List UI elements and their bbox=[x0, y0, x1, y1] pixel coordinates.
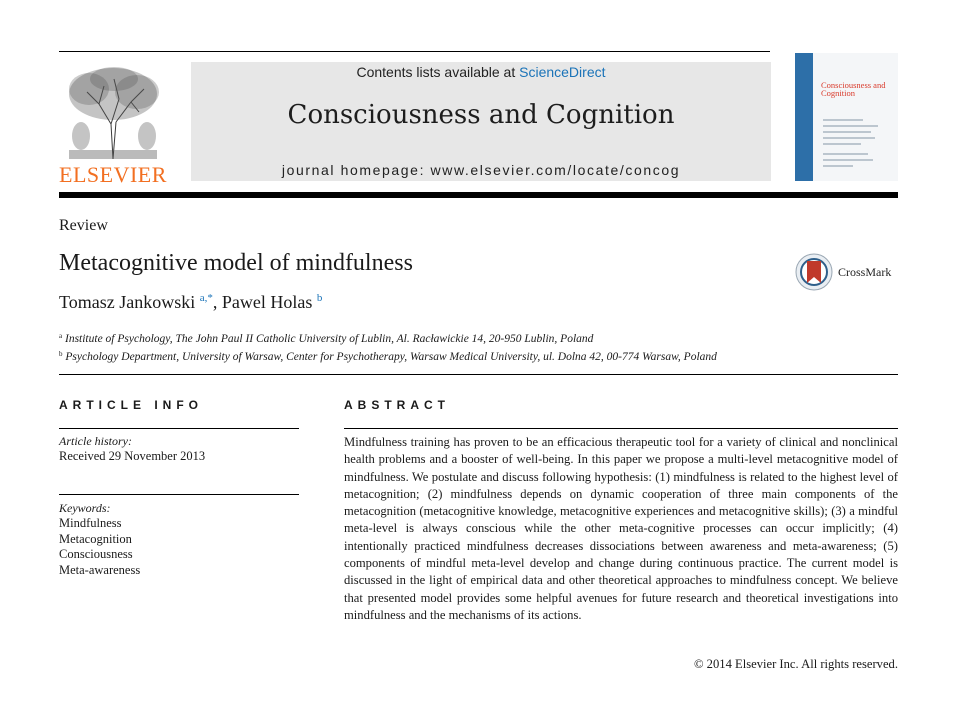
journal-homepage[interactable]: journal homepage: www.elsevier.com/locate/concog bbox=[281, 162, 681, 178]
affiliation-text: Psychology Department, University of Warsaw, Center for Psychotherapy, Warsaw Medical University, ul. Dolna 42, 00-774 Warsaw, Poland bbox=[65, 351, 717, 363]
keyword-item[interactable]: Consciousness bbox=[59, 547, 133, 561]
author-list bbox=[59, 292, 322, 313]
elsevier-logo[interactable] bbox=[59, 64, 167, 187]
keyword-list bbox=[59, 516, 140, 578]
affiliation-text: Institute of Psychology, The John Paul II Catholic University of Lublin, Al. Racławickie 14, 20-950 Lublin, Poland bbox=[64, 333, 594, 345]
contents-line bbox=[191, 64, 771, 80]
cover-line bbox=[823, 159, 873, 161]
article-type: Review bbox=[59, 217, 108, 234]
affiliation-b bbox=[59, 347, 717, 365]
keywords-rule bbox=[59, 494, 299, 495]
history-label: Article history: bbox=[59, 434, 132, 448]
author-name[interactable]: Tomasz Jankowski bbox=[59, 292, 196, 312]
abstract-text: Mindfulness training has proven to be an efficacious therapeutic tool for a variety of clinical and nonclinical health problems and a booster of well-being. In this paper we propose a multi-level metacognitive model of mindfulness. We postulate and discuss following hypothesis: (1) mindfulness is related to the highest level of metacognition; (2) mindfulness depends on dynamic cooperation of three main components of the metacognition (metacognitive knowledge, metacognitive experiences and metacognitive skills); (3) a mindful meta-level is always conscious while the other meta-cognitive processes can occur implicitly; (4) intentionally practiced mindfulness decreases dissociations between awareness and meta-awareness; (5) components of mindful meta-level develop and change during continuous practice. The current model is discussed in the light of empirical data and other theoretical approaches to mindfulness concept. We believe that presented model provides some helpful avenues for future research and theoretical investigations into mindfulness and the mechanisms of its actions. bbox=[344, 435, 898, 622]
affiliation-a bbox=[59, 329, 717, 347]
contents-prefix: Contents lists available at bbox=[356, 64, 520, 80]
keyword-item[interactable]: Metacognition bbox=[59, 531, 132, 546]
elsevier-wordmark: ELSEVIER bbox=[59, 162, 167, 187]
header-thick-rule bbox=[59, 192, 898, 198]
cover-line bbox=[823, 131, 871, 133]
abstract-heading: ABSTRACT bbox=[344, 398, 450, 412]
cover-line bbox=[823, 153, 868, 155]
cover-title: Consciousness and Cognition bbox=[821, 80, 886, 98]
cover-line bbox=[823, 137, 875, 139]
author-affiliation-mark[interactable]: b bbox=[316, 292, 323, 304]
cover-line bbox=[823, 143, 861, 145]
affiliation-mark: a bbox=[59, 332, 63, 340]
cover-strip bbox=[795, 53, 813, 181]
abstract-rule bbox=[344, 428, 898, 429]
keyword-item[interactable]: Meta-awareness bbox=[59, 562, 141, 577]
copyright-notice: © 2014 Elsevier Inc. All rights reserved. bbox=[693, 657, 898, 671]
crossmark-label: CrossMark bbox=[838, 265, 892, 279]
received-date: Received 29 November 2013 bbox=[59, 449, 206, 463]
journal-title: Consciousness and Cognition bbox=[287, 100, 675, 130]
keywords-label: Keywords: bbox=[59, 501, 111, 515]
article-info-rule bbox=[59, 428, 299, 429]
crossmark-icon bbox=[795, 253, 833, 291]
affiliation-mark: b bbox=[59, 350, 63, 358]
author-name[interactable]: Pawel Holas bbox=[221, 292, 313, 312]
sciencedirect-link[interactable]: ScienceDirect bbox=[519, 64, 606, 80]
author-separator: , bbox=[212, 292, 222, 312]
keyword-item[interactable]: Mindfulness bbox=[59, 516, 122, 530]
crossmark-badge[interactable] bbox=[795, 253, 905, 293]
top-rule bbox=[59, 51, 770, 52]
affiliations bbox=[59, 329, 717, 365]
section-rule bbox=[59, 374, 898, 375]
article-title: Metacognitive model of mindfulness bbox=[59, 250, 413, 276]
journal-banner bbox=[191, 62, 771, 181]
cover-line bbox=[823, 125, 878, 127]
journal-cover-thumbnail[interactable] bbox=[795, 53, 898, 181]
elsevier-tree-icon bbox=[59, 64, 167, 162]
article-info-heading: ARTICLE INFO bbox=[59, 398, 203, 412]
cover-line bbox=[823, 165, 853, 167]
author-affiliation-mark[interactable]: a,* bbox=[199, 292, 213, 304]
cover-line bbox=[823, 119, 863, 121]
cover-panel bbox=[813, 53, 898, 181]
